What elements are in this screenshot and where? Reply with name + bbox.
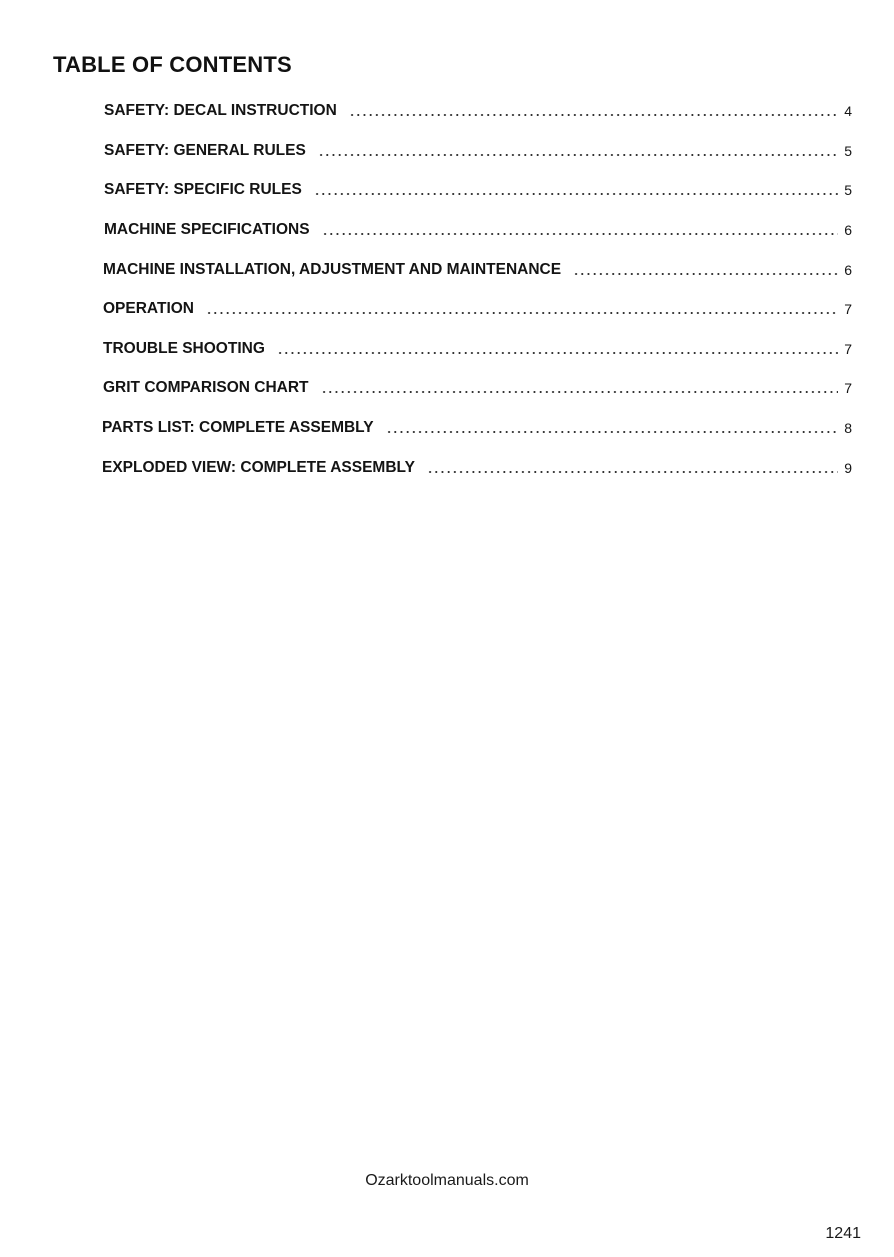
toc-entry (103, 375, 852, 397)
toc-entry (104, 138, 852, 160)
toc-entry-page: 6 (844, 222, 852, 238)
toc-entry-label: MACHINE SPECIFICATIONS (104, 221, 310, 238)
footer-website: Ozarktoolmanuals.com (365, 1172, 529, 1189)
toc-entry-label: SAFETY: GENERAL RULES (104, 142, 306, 159)
toc-leader-dots (427, 470, 838, 474)
toc-entry-label: TROUBLE SHOOTING (103, 340, 265, 357)
toc-entry (102, 415, 852, 437)
toc-leader-dots (321, 390, 838, 394)
toc-entry-label: GRIT COMPARISON CHART (103, 379, 309, 396)
toc-entry (104, 177, 852, 199)
toc-entry-page: 5 (844, 182, 852, 198)
toc-entry (104, 217, 852, 239)
toc-entry (103, 257, 852, 279)
toc-entry-page: 7 (844, 301, 852, 317)
page-title: TABLE OF CONTENTS (53, 52, 292, 77)
toc-entry-page: 6 (844, 262, 852, 278)
toc-leader-dots (277, 351, 838, 355)
toc-entry-page: 7 (844, 341, 852, 357)
toc-entry-label: MACHINE INSTALLATION, ADJUSTMENT AND MAINTENANCE (103, 261, 562, 278)
toc-entry (103, 336, 852, 358)
toc-entry-page: 8 (844, 420, 852, 436)
toc-leader-dots (206, 311, 838, 315)
toc-entry (103, 296, 852, 318)
toc-leader-dots (318, 153, 838, 157)
toc-entry-label: PARTS LIST: COMPLETE ASSEMBLY (102, 419, 374, 436)
toc-entry (102, 455, 852, 477)
toc-entry-label: SAFETY: SPECIFIC RULES (104, 181, 302, 198)
toc-entry-label: SAFETY: DECAL INSTRUCTION (104, 102, 337, 119)
toc-entry-page: 5 (844, 143, 852, 159)
toc-leader-dots (314, 192, 838, 196)
toc-leader-dots (573, 272, 838, 276)
toc-entry-page: 9 (844, 460, 852, 476)
toc-entry-label: EXPLODED VIEW: COMPLETE ASSEMBLY (102, 459, 415, 476)
toc-entry-page: 4 (844, 103, 852, 119)
toc-leader-dots (322, 232, 838, 236)
toc-entry (104, 98, 852, 120)
toc-leader-dots (386, 430, 838, 434)
toc-leader-dots (349, 113, 838, 117)
toc-entry-page: 7 (844, 380, 852, 396)
page-number: 1241 (825, 1225, 861, 1242)
toc-entry-label: OPERATION (103, 300, 194, 317)
